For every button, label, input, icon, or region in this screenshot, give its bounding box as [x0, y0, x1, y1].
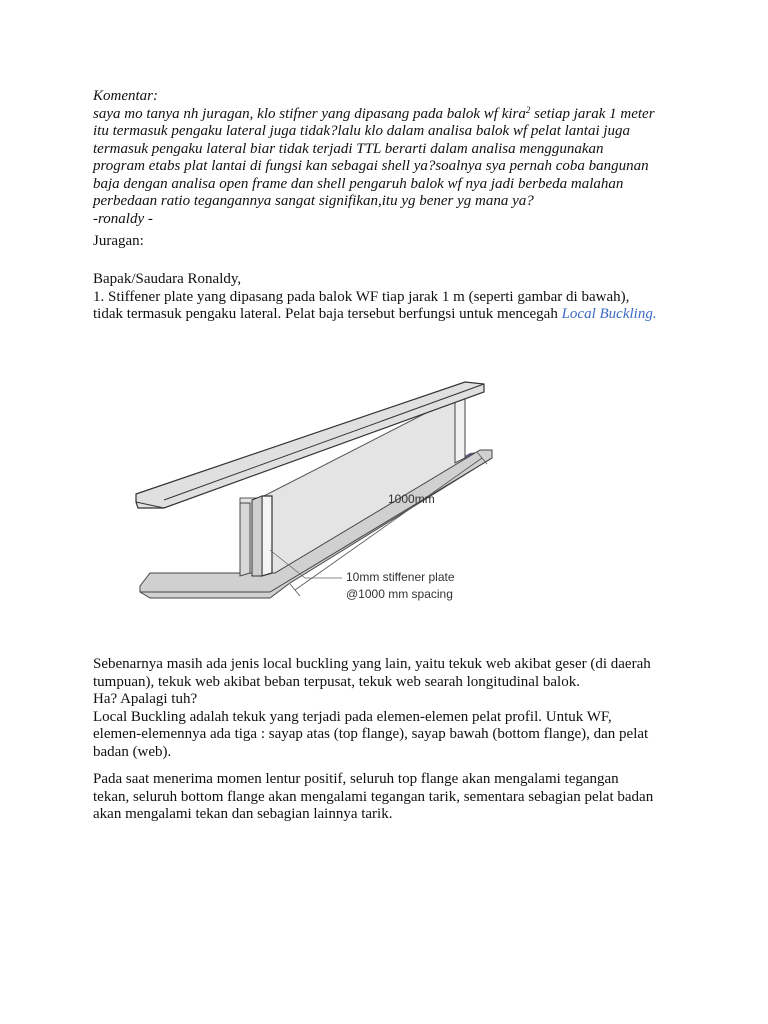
stiffener-plate-far — [455, 396, 465, 463]
greeting: Bapak/Saudara Ronaldy, — [93, 271, 242, 287]
body-line: badan (web). — [93, 743, 172, 760]
comment-line-text: setiap jarak 1 meter — [530, 105, 655, 122]
answer-line: 1. Stiffener plate yang dipasang pada balok WF tiap jarak 1 m (seperti gambar di bawah), — [93, 288, 630, 305]
local-buckling-link[interactable]: Local Buckling. — [561, 306, 657, 322]
stiffener-plate — [262, 496, 272, 576]
answer-block — [93, 271, 693, 324]
answer-line — [93, 306, 693, 324]
body-line: tekan, seluruh bottom flange akan mengalami tegangan tarik, sementara sebagian pelat badan — [93, 788, 654, 805]
answer-heading-block — [93, 233, 693, 251]
comment-heading: Komentar: — [93, 88, 158, 104]
answer-heading: Juragan: — [93, 233, 144, 249]
body-block — [93, 656, 693, 761]
stiffener-plate-side — [252, 496, 262, 576]
comment-line: itu termasuk pengaku lateral juga tidak?lalu klo dalam analisa balok wf pelat lantai juga — [93, 123, 631, 139]
dimension-label: 1000mm — [388, 492, 435, 506]
body-line: Sebenarnya masih ada jenis local buckling yang lain, yaitu tekuk web akibat geser (di daerah — [93, 656, 651, 672]
dimension-tick — [290, 584, 300, 596]
body-block-2 — [93, 771, 693, 824]
comment-line: perbedaan ratio tegangannya sangat signifikan,itu yg bener yg mana ya? — [93, 193, 534, 209]
body-line: Local Buckling adalah tekuk yang terjadi pada elemen-elemen pelat profil. Untuk WF, — [93, 708, 612, 725]
stiffener-label-1: 10mm stiffener plate — [346, 570, 455, 584]
body-line: elemen-elemennya ada tiga : sayap atas (top flange), sayap bawah (bottom flange), dan pelat — [93, 726, 649, 742]
comment-line-text: saya mo tanya nh juragan, klo stifner yang dipasang pada balok wf kira — [93, 105, 526, 122]
superscript: 2 — [525, 104, 531, 115]
answer-line-text: tidak termasuk pengaku lateral. Pelat baja tersebut berfungsi untuk mencegah — [93, 306, 562, 322]
wf-beam-figure — [120, 378, 520, 618]
stiffener-label-2: @1000 mm spacing — [346, 587, 453, 601]
body-line: akan mengalami tekan dan sebagian lainnya tarik. — [93, 806, 393, 822]
beam-end-web — [240, 503, 250, 576]
comment-line — [93, 106, 693, 124]
body-question: Ha? Apalagi tuh? — [93, 691, 198, 707]
comment-line: program etabs plat lantai di fungsi kan sebagai shell ya?soalnya sya pernah coba bangunan — [93, 158, 649, 174]
comment-signature: -ronaldy - — [93, 210, 153, 227]
body-line: Pada saat menerima momen lentur positif, seluruh top flange akan mengalami tegangan — [93, 771, 619, 787]
comment-line: baja dengan analisa open frame dan shell pengaruh balok wf nya jadi berbeda malahan — [93, 175, 624, 192]
body-line: tumpuan), tekuk web akibat beban terpusat, tekuk web searah longitudinal balok. — [93, 673, 580, 690]
comment-block — [93, 88, 693, 228]
comment-line: termasuk pengaku lateral biar tidak terjadi TTL berarti dalam analisa menggunakan — [93, 140, 604, 157]
